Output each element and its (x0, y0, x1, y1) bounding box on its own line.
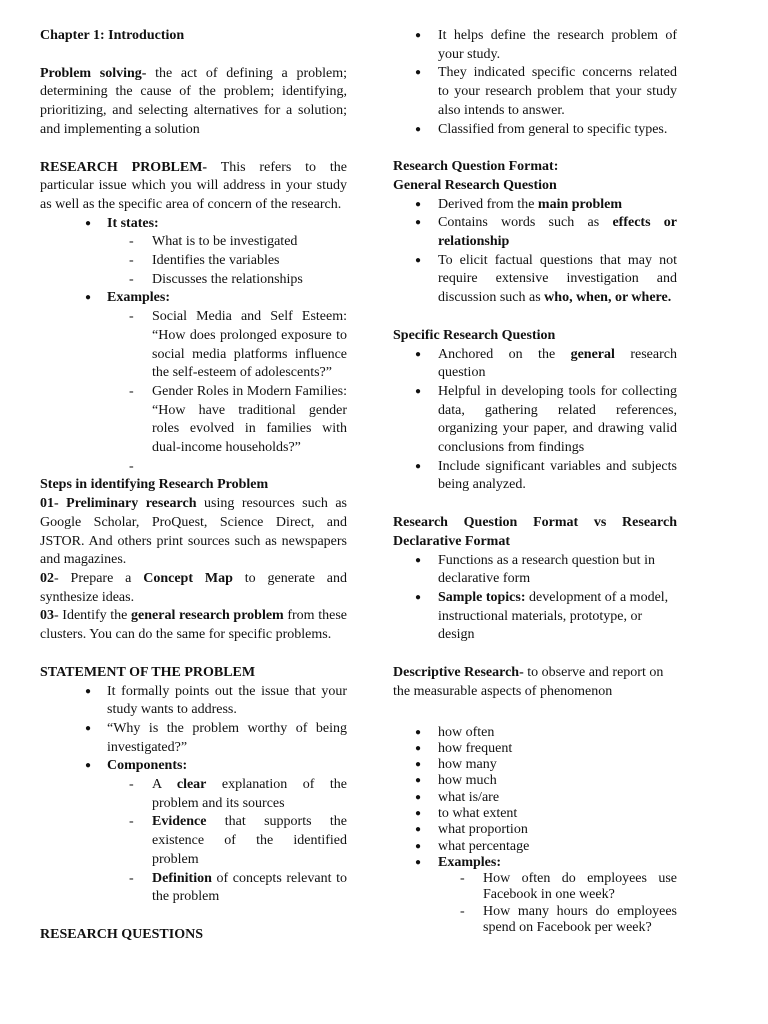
example-item: - Social Media and Self Esteem: “How does prolonged exposure to social media platforms influence the self-esteem of adolescents?” (107, 308, 347, 383)
sample-topics-text: development of a model, instructional materials, prototype, or design (438, 589, 669, 643)
component-definition (107, 870, 347, 907)
specific-item-text: research question (438, 346, 677, 381)
examples-item (393, 855, 677, 936)
step-3 (40, 607, 347, 644)
measure-item: ● to what extent (393, 806, 677, 822)
format-title: Research Question Format: (393, 159, 559, 175)
states-item: - Identifies the variables (107, 252, 347, 271)
component-clear-text: explanation of the problem and its sources (152, 777, 348, 811)
step-2-number: 02 (40, 570, 54, 586)
component-evidence (107, 813, 347, 869)
step-3-number: 03 (40, 608, 54, 624)
measure-item: ● what proportion (393, 822, 677, 838)
component-clear-prefix: A (152, 777, 177, 793)
statement-item: ● It formally points out the issue that your study wants to address. (40, 683, 347, 720)
format-vs-title: Research Question Format vs Research Declarative Format (393, 515, 677, 549)
step-1 (40, 495, 347, 570)
component-definition-text: of concepts relevant to the problem (152, 870, 347, 905)
it-states-label: It states: (107, 215, 159, 231)
specific-item (393, 346, 677, 383)
example-item: - How many hours do employees spend on Facebook per week? (438, 904, 677, 937)
measure-item: ● what percentage (393, 839, 677, 855)
step-1-bold: Preliminary research (58, 496, 197, 512)
example-item: - How often do employees use Facebook in one week? (438, 871, 677, 904)
component-clear-bold: clear (176, 777, 207, 793)
it-states-item (40, 215, 347, 290)
general-item-bold: main problem (537, 196, 623, 212)
general-item-text: Derived from the (438, 196, 538, 212)
research-problem-list (40, 215, 347, 477)
problem-solving-term: Problem solving- (40, 65, 147, 81)
states-item: - What is to be investigated (107, 233, 347, 252)
general-item-text: Contains words such as (438, 215, 613, 231)
example-item: - Gender Roles in Modern Families: “How have traditional gender roles evolved in families with dual-income households?” (107, 383, 347, 458)
general-item (393, 214, 677, 251)
declarative-item: ● Functions as a research question but in declarative form (393, 552, 677, 589)
specific-question-title: Specific Research Question (393, 327, 556, 343)
specific-item-text: Anchored on the (438, 346, 571, 362)
step-3-text-b: from these clusters. You can do the same for specific problems. (40, 608, 347, 643)
research-question-item: ● Classified from general to specific types. (393, 121, 677, 140)
specific-item: ● Helpful in developing tools for collecting data, gathering related references, organizing your paper, and drawing valid conclusions from findings (393, 383, 677, 458)
component-evidence-text: that supports the existence of the identified problem (152, 814, 347, 867)
measure-item: ● how frequent (393, 741, 677, 757)
general-item-text: To elicit factual questions that may not require extensive investigation and discussion such as (438, 252, 677, 306)
measures-list (393, 725, 677, 937)
measure-item: ● how often (393, 725, 677, 741)
left-column (40, 27, 347, 945)
component-definition-bold: Definition (152, 870, 212, 886)
examples-item (40, 289, 347, 476)
states-item: - Discusses the relationships (107, 271, 347, 290)
components-item (40, 757, 347, 907)
statement-of-problem-title: STATEMENT OF THE PROBLEM (40, 664, 256, 680)
measures-block (393, 725, 677, 937)
step-2-text-b: to generate and synthesize ideas. (40, 570, 347, 605)
step-2-text-a: - Prepare a (54, 570, 144, 586)
steps-title: Steps in identifying Research Problem (40, 477, 269, 493)
declarative-list (393, 552, 677, 646)
examples-label: Examples: (438, 854, 501, 870)
general-item-bold: who, when, or where. (544, 290, 672, 306)
sample-topics-label: Sample topics: (438, 589, 526, 605)
states-list (107, 233, 347, 289)
measure-item: ● what is/are (393, 790, 677, 806)
general-question-list (393, 196, 677, 308)
descriptive-research-definition (393, 664, 677, 701)
research-questions-list (393, 27, 677, 139)
problem-solving-definition (40, 65, 347, 140)
chapter-title: Chapter 1: Introduction (40, 28, 185, 43)
components-label: Components: (107, 758, 188, 774)
problem-solving-text: the act of defining a problem; determining the cause of the problem; identifying, prioritizing, and selecting alternatives for a solution; and implementing a solution (40, 65, 347, 137)
example-item-empty (107, 458, 347, 477)
measure-item: ● how many (393, 757, 677, 773)
step-1-number: 01- (40, 496, 59, 512)
measure-item: ● how much (393, 773, 677, 789)
research-questions-title: RESEARCH QUESTIONS (40, 926, 203, 942)
step-2-bold: Concept Map (143, 570, 233, 586)
examples-list (438, 871, 677, 936)
research-question-item: ● They indicated specific concerns related to your research problem that your study also intends to answer. (393, 64, 677, 120)
specific-question-list (393, 346, 677, 496)
general-item-bold: effects or relationship (438, 215, 678, 250)
research-problem-text: This refers to the particular issue which you will address in your study as well as the specific area of concern of the research. (40, 159, 347, 212)
research-problem-definition (40, 159, 347, 215)
step-1-text: using resources such as Google Scholar, ProQuest, Science Direct, and JSTOR. And others print sources such as newspapers and magazines. (40, 496, 347, 568)
declarative-item (393, 589, 677, 645)
general-item (393, 252, 677, 308)
right-column (393, 27, 677, 936)
descriptive-research-text: to observe and report on the measurable aspects of phenomenon (393, 665, 664, 699)
examples-list (107, 308, 347, 476)
general-item (393, 196, 677, 215)
research-question-item: ● It helps define the research problem of your study. (393, 27, 677, 64)
step-3-text-a: - Identify the (54, 608, 132, 624)
research-problem-term: RESEARCH PROBLEM- (40, 159, 208, 175)
statement-item: ● “Why is the problem worthy of being investigated?” (40, 720, 347, 757)
component-clear (107, 776, 347, 813)
descriptive-research-term: Descriptive Research- (393, 665, 524, 681)
general-question-title: General Research Question (393, 177, 557, 193)
component-evidence-bold: Evidence (152, 814, 207, 830)
step-2 (40, 570, 347, 607)
components-list (107, 776, 347, 907)
specific-item-bold: general (570, 346, 615, 362)
examples-label: Examples: (107, 290, 170, 306)
step-3-bold: general research problem (131, 608, 284, 624)
specific-item: ● Include significant variables and subjects being analyzed. (393, 458, 677, 495)
statement-list (40, 683, 347, 907)
